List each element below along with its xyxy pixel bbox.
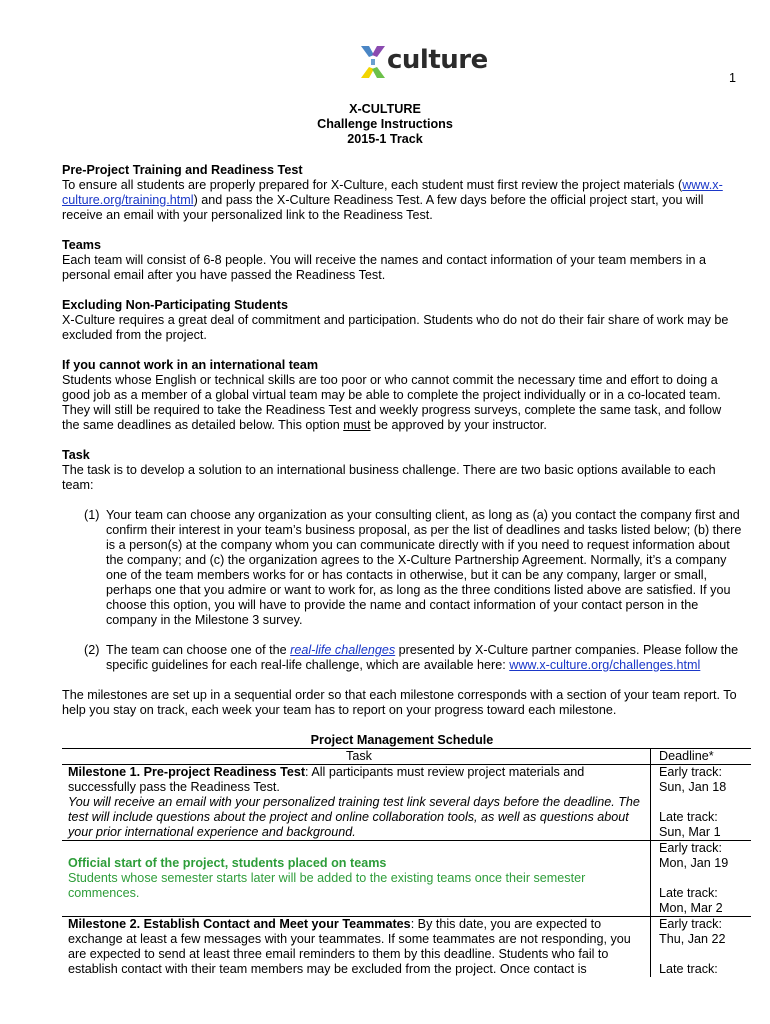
list-item (62, 508, 742, 628)
challenges-link[interactable]: www.x-culture.org/challenges.html (509, 658, 701, 672)
section-text (62, 178, 742, 223)
milestone-text: : By this date, you are expected to exchange at least a few messages with your teammates. If some teammates are not responding, you are expected to send at least three email reminders to them by this deadline. Students who fail to establish contact with their team members may be excluded from the project. Once contact is (68, 917, 631, 976)
table-row (62, 765, 751, 841)
column-header-task: Task (62, 749, 651, 765)
milestone-title: Milestone 1. Pre-project Readiness Test (68, 765, 306, 779)
table-row (62, 841, 751, 917)
section-text: The task is to develop a solution to an international business challenge. There are two basic options available to each team: (62, 463, 716, 492)
deadline-late-label: Late track: (659, 810, 718, 824)
deadline-cell (651, 841, 752, 917)
list-number: (2) (84, 643, 100, 657)
section-training (62, 163, 742, 223)
section-heading: Excluding Non-Participating Students (62, 298, 288, 312)
list-item (62, 643, 742, 673)
list-item-text: Your team can choose any organization as your consulting client, as long as (a) you contact the company first and confirm their interest in your team’s business proposal, as per the list of deadlines and tasks listed below; (b) there is a person(s) at the company whom you can communicate directly with if you need to request information about the company; and (c) the organization agrees to the X-Culture Partnership Agreement. Normally, it’s a company one of the team members works for or has contacts in otherwise, but it can be any company, larger or small, perhaps one that you admire or want to work for, as long as the three conditions listed above are satisfied. If you choose this option, you will have to provide the name and contact information of your contact person in the company in the Milestone 3 survey. (106, 508, 742, 627)
underlined-word: must (343, 418, 371, 432)
section-heading: Task (62, 448, 90, 462)
section-text: Each team will consist of 6-8 people. You will receive the names and contact information of your team members in a personal email after you have passed the Readiness Test. (62, 253, 707, 282)
section-text (62, 373, 742, 433)
x-culture-logo-x-icon (358, 44, 388, 80)
deadline-early-date: Thu, Jan 22 (659, 932, 726, 946)
text-span: ) and pass the X-Culture Readiness Test. A few days before the official project start, you will receive an email with your personalized link to the Readiness Test. (62, 193, 704, 222)
section-heading: If you cannot work in an international team (62, 358, 319, 372)
schedule-title: Project Management Schedule (310, 733, 494, 747)
document-body (62, 163, 742, 977)
schedule-table (62, 748, 751, 977)
section-milestones-intro (62, 688, 742, 718)
deadline-late-date: Sun, Mar 1 (659, 825, 721, 839)
text-span: The team can choose one of the (106, 643, 291, 657)
task-cell (62, 917, 651, 978)
milestone-note: You will receive an email with your personalized training test link several days before the deadline. The test will include questions about the project and online collaboration tools, as well as questions about your prior international experience and background. (68, 795, 640, 839)
deadline-late-date: Mon, Mar 2 (659, 901, 723, 915)
real-life-challenges-link[interactable]: real-life challenges (290, 643, 396, 657)
deadline-cell (651, 765, 752, 841)
deadline-early-label: Early track: (659, 917, 722, 931)
task-cell (62, 841, 651, 917)
column-header-deadline: Deadline* (651, 749, 752, 765)
deadline-early-date: Sun, Jan 18 (659, 780, 727, 794)
title-line-1: X-CULTURE (349, 102, 421, 116)
logo-wordmark: culture (387, 45, 488, 75)
page-number: 1 (728, 71, 736, 85)
section-heading: Teams (62, 238, 101, 252)
project-start-title: Official start of the project, students placed on teams (68, 856, 387, 870)
title-line-3: 2015-1 Track (347, 132, 423, 146)
task-options-list (62, 508, 742, 673)
section-text: The milestones are set up in a sequential order so that each milestone corresponds with a section of your team report. To help you stay on track, each week your team has to report on your progress toward each milestone. (62, 688, 737, 717)
document-title (0, 102, 770, 147)
text-span: presented by X-Culture partner companies. Please follow the specific guidelines for each real-life challenge, which are available here: (106, 643, 739, 672)
task-cell (62, 765, 651, 841)
section-international (62, 358, 742, 433)
text-span: To ensure all students are properly prepared for X-Culture, each student must first review the project materials ( (62, 178, 683, 192)
section-excluding (62, 298, 742, 343)
deadline-early-label: Early track: (659, 765, 722, 779)
project-start-text: Students whose semester starts later will be added to the existing teams once their semester commences. (68, 871, 586, 900)
deadline-late-label: Late track: (659, 886, 718, 900)
table-row (62, 917, 751, 978)
text-span: be approved by your instructor. (370, 418, 547, 432)
section-text: X-Culture requires a great deal of commitment and participation. Students who do not do their fair share of work may be excluded from the project. (62, 313, 729, 342)
table-header-row (62, 749, 751, 765)
training-link[interactable]: www.x-culture.org/training.html (62, 178, 723, 207)
list-number: (1) (84, 508, 100, 522)
x-culture-logo (358, 44, 488, 84)
deadline-cell (651, 917, 752, 978)
deadline-early-date: Mon, Jan 19 (659, 856, 729, 870)
title-line-2: Challenge Instructions (317, 117, 453, 131)
section-heading: Pre-Project Training and Readiness Test (62, 163, 303, 177)
milestone-text: : All participants must review project materials and successfully pass the Readiness Test. (68, 765, 585, 794)
schedule (62, 733, 742, 977)
deadline-early-label: Early track: (659, 841, 722, 855)
deadline-late-label: Late track: (659, 962, 718, 976)
section-teams (62, 238, 742, 283)
text-span: Students whose English or technical skills are too poor or who cannot commit the necessary time and effort to doing a good job as a member of a global virtual team may be able to complete the project individually or in a co-located team. They will still be required to take the Readiness Test and weekly progress surveys, complete the same task, and follow the same deadlines as detailed below. This option (62, 373, 722, 432)
section-task (62, 448, 742, 673)
milestone-title: Milestone 2. Establish Contact and Meet your Teammates (68, 917, 411, 931)
